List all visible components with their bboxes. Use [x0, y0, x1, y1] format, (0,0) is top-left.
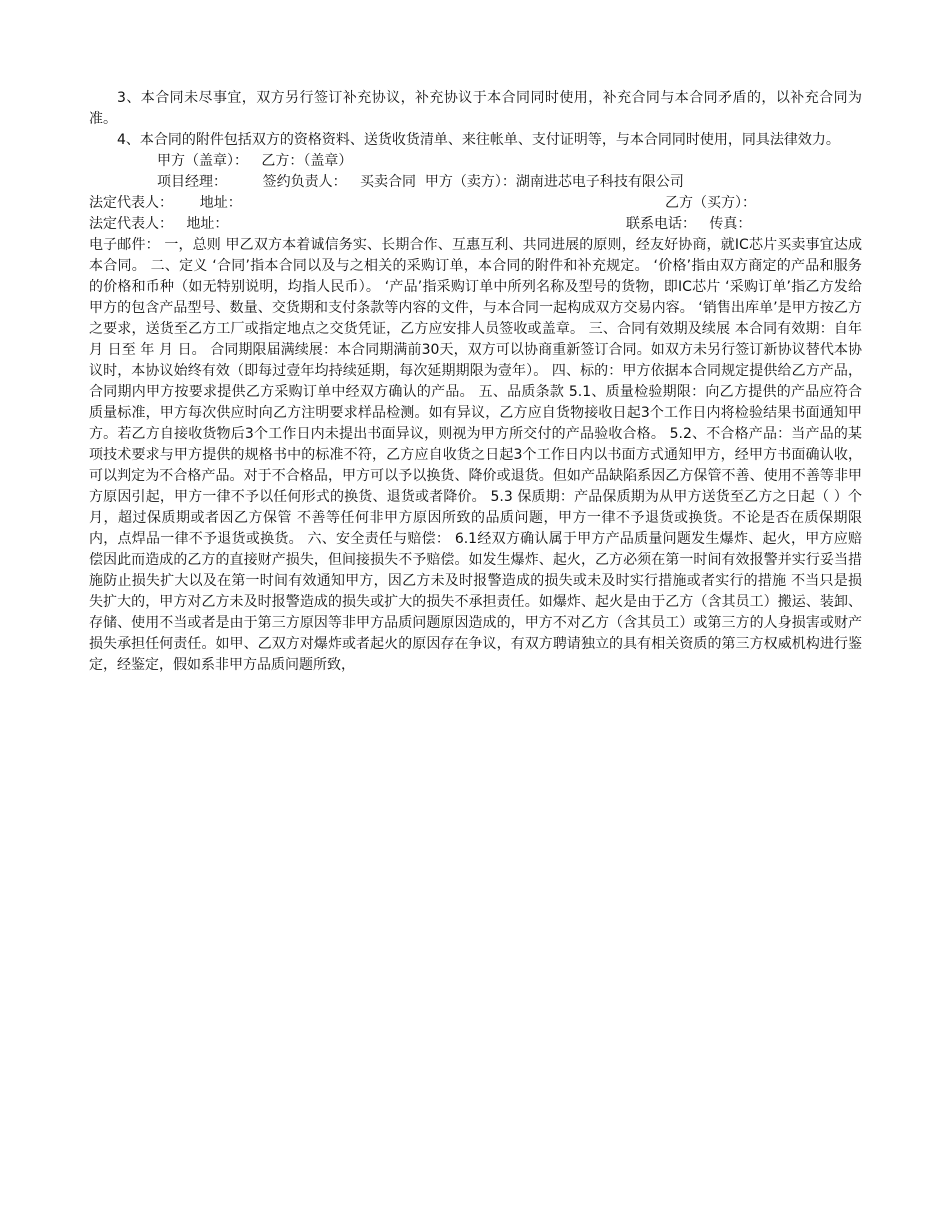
representative-line-2	[89, 214, 862, 235]
representative-address-label-2: 法定代表人： 地址：	[89, 216, 229, 232]
party-b-label: 乙方（买方）：	[665, 195, 756, 211]
contract-body: 电子邮件： 一，总则 甲乙双方本着诚信务实、长期合作、互惠互利、共同进展的原则，经友好协商，就IC芯片买卖事宜达成本合同。 二、定义 ‘合同’指本合同以及与之相关的采购订单，本合同的附件和补充规定。 ‘价格’指由双方商定的产品和服务的价格和币种（如无特别说明，均指人民币）。 ‘产品’指采购订单中所列名称及型号的货物，即IC芯片 ‘采购订单’指乙方发给甲方的包含产品型号、数量、交货期和支付条款等内容的文件，与本合同一起构成双方交易内容。 ‘销售出库单’是甲方按乙方之要求，送货至乙方工厂或指定地点之交货凭证，乙方应安排人员签收或盖章。 三、合同有效期及续展 本合同有效期：自年 月 日至 年 月 日。 合同期限届满续展：本合同期满前30天，双方可以协商重新签订合同。如双方未另行签订新协议替代本协议时，本协议始终有效（即每过壹年均持续延期，每次延期期限为壹年）。 四、标的：甲方依据本合同规定提供给乙方产品，合同期内甲方按要求提供乙方采购订单中经双方确认的产品。 五、品质条款 5.1、质量检验期限：向乙方提供的产品应符合质量标准，甲方每次供应时向乙方注明要求样品检测。如有异议，乙方应自货物接收日起3个工作日内将检验结果书面通知甲方。若乙方自接收货物后3个工作日内未提出书面异议，则视为甲方所交付的产品验收合格。 5.2、不合格产品：当产品的某项技术要求与甲方提供的规格书中的标准不符，乙方应自收货之日起3个工作日内以书面方式通知甲方，经甲方书面确认收，可以判定为不合格产品。对于不合格品，甲方可以予以换货、降价或退货。但如产品缺陷系因乙方保管不善、使用不善等非甲方原因引起，甲方一律不予以任何形式的换货、退货或者降价。 5.3 保质期：产品保质期为从甲方送货至乙方之日起（ ）个月，超过保质期或者因乙方保管 不善等任何非甲方原因所致的品质问题，甲方一律不予退货或换货。不论是否在质保期限内，点焊品一律不予退货或换货。 六、安全责任与赔偿： 6.1经双方确认属于甲方产品质量问题发生爆炸、起火，甲方应赔偿因此而造成的乙方的直接财产损失，但间接损失不予赔偿。如发生爆炸、起火，乙方必须在第一时间有效报警并实行妥当措施防止损失扩大以及在第一时间有效通知甲方，因乙方未及时报警造成的损失或未及时实行措施或者实行的措施 不当只是损失扩大的，甲方对乙方未及时报警造成的损失或扩大的损失不承担责任。如爆炸、起火是由于乙方（含其员工）搬运、装卸、存储、使用不当或者是由于第三方原因等非甲方品质问题原因造成的，甲方不对乙方（含其员工）或第三方的人身损害或财产损失承担任何责任。如甲、乙双方对爆炸或者起火的原因存在争议，有双方聘请独立的具有相关资质的第三方权威机构进行鉴定，经鉴定，假如系非甲方品质问题所致，	[89, 237, 862, 673]
representative-address-label: 法定代表人： 地址：	[89, 195, 242, 211]
clause-4: 4、本合同的附件包括双方的资格资料、送货收货清单、来往帐单、支付证明等，与本合同同时使用，同具法律效力。	[117, 132, 840, 148]
representative-line-1	[89, 193, 862, 214]
seal-line: 甲方（盖章）： 乙方：（盖章）	[157, 153, 353, 169]
clause-3: 3、本合同未尽事宜，双方另行签订补充协议，补充协议于本合同同时使用，补充合同与本合同矛盾的，以补充合同为准。	[89, 90, 862, 127]
document-page	[89, 88, 862, 676]
contact-phone-fax-label: 联系电话： 传真：	[626, 216, 752, 232]
manager-line: 项目经理： 签约负责人： 买卖合同 甲方（卖方）：湖南进芯电子科技有限公司	[157, 174, 684, 190]
